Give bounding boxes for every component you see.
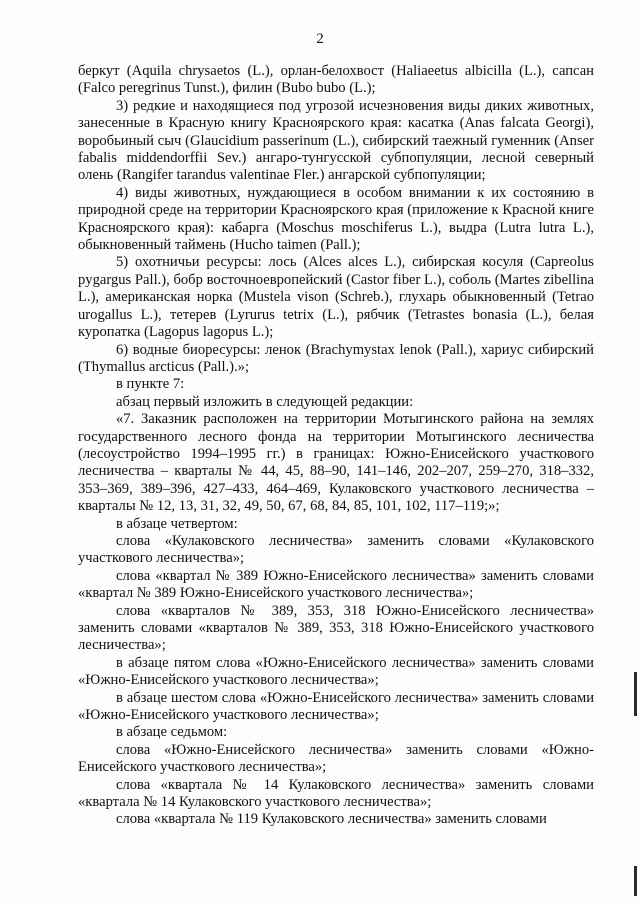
paragraph-replace-quarter-119: слова «квартала № 119 Кулаковского лесничества» заменить словами [116,811,547,828]
scan-edge-mark [634,672,637,716]
paragraph-special-attention-species: 4) виды животных, нуждающиеся в особом внимании к их состоянию в природной среде на территории Красноярского края (приложение к Красной книге Красноярского края): кабарга (Moschus moschiferus L.), выдра (Lutra lutra L.), обыкновенный таймень (Hucho taimen (Pall.); [78,184,594,254]
paragraph-reserve-location: «7. Заказник расположен на территории Мотыгинского района на землях государственного лесного фонда на территории Мотыгинского лесничества (лесоустройство 1994–1995 гг.) в границах: Южно-Енисейского участкового лесничества – кварталы № 44, 45, 88–90, 141–146, 202–207, 259–270, 318–332, 353–369, 389–396, 427–433, 464–469, Кулаковского участкового лесничества – кварталы № 12, 13, 31, 32, 49, 50, 67, 68, 84, 85, 101, 102, 117–119;»; [78,411,594,515]
paragraph-seventh-clause: в абзаце седьмом: [116,724,228,741]
paragraph-replace-quarter-389: слова «квартал № 389 Южно-Енисейского лесничества» заменить словами «квартал № 389 Южно-Енисейского участкового лесничества»; [78,567,594,602]
paragraph-first-clause-instruction: абзац первый изложить в следующей редакции: [116,393,414,410]
page-number: 2 [316,31,324,47]
paragraph-birds-list: беркут (Aquila chrysaetos (L.), орлан-белохвост (Haliaeetus albicilla (L.), сапсан (Falco peregrinus Tunst.), филин (Bubo bubo (L.); [78,63,594,97]
paragraph-replace-quarters-389-353-318: слова «кварталов № 389, 353, 318 Южно-Енисейского лесничества» заменить словами «кварталов № 389, 353, 318 Южно-Енисейского участкового лесничества»; [78,602,594,654]
paragraph-aquatic-resources: 6) водные биоресурсы: ленок (Brachymystax lenok (Pall.), хариус сибирский (Thymallus arcticus (Pall.).»; [78,341,594,375]
scan-edge-mark [634,866,637,896]
paragraph-rare-species: 3) редкие и находящиеся под угрозой исчезновения виды диких животных, занесенные в Красную книгу Красноярского края: касатка (Anas falcata Georgi), воробьиный сыч (Glaucidium passerinum (L.), сибирский таежный гуменник (Anser fabalis middendorffii Sev.) ангаро-тунгусской субпопуляции, лесной северный олень (Rangifer tarandus valentinae Fler.) ангарской субпопуляции; [78,97,594,184]
paragraph-hunting-resources: 5) охотничьи ресурсы: лось (Alces alces L.), сибирская косуля (Capreolus pygargus Pall.), бобр восточноевропейский (Castor fiber L.), соболь (Martes zibellina L.), американская норка (Mustela vison (Schreb.), глухарь обыкновенный (Tetrao urogallus L.), тетерев (Lyrurus tetrix (L.), рябчик (Tetrastes bonasia (L.), белая куропатка (Lagopus lagopus L.); [78,254,594,341]
paragraph-sixth-clause: в абзаце шестом слова «Южно-Енисейского лесничества» заменить словами «Южно-Енисейского участкового лесничества»; [78,689,594,724]
document-body [78,63,594,829]
paragraph-fourth-clause: в абзаце четвертом: [116,515,238,532]
paragraph-replace-kulakovsky: слова «Кулаковского лесничества» заменить словами «Кулаковского участкового лесничества»; [78,532,594,567]
paragraph-point-7: в пункте 7: [116,376,185,393]
paragraph-replace-quarter-14: слова «квартала № 14 Кулаковского лесничества» заменить словами «квартала № 14 Кулаковского участкового лесничества»; [78,776,594,811]
paragraph-replace-south-yenisei: слова «Южно-Енисейского лесничества» заменить словами «Южно-Енисейского участкового лесничества»; [78,741,594,776]
paragraph-fifth-clause: в абзаце пятом слова «Южно-Енисейского лесничества» заменить словами «Южно-Енисейского участкового лесничества»; [78,654,594,689]
